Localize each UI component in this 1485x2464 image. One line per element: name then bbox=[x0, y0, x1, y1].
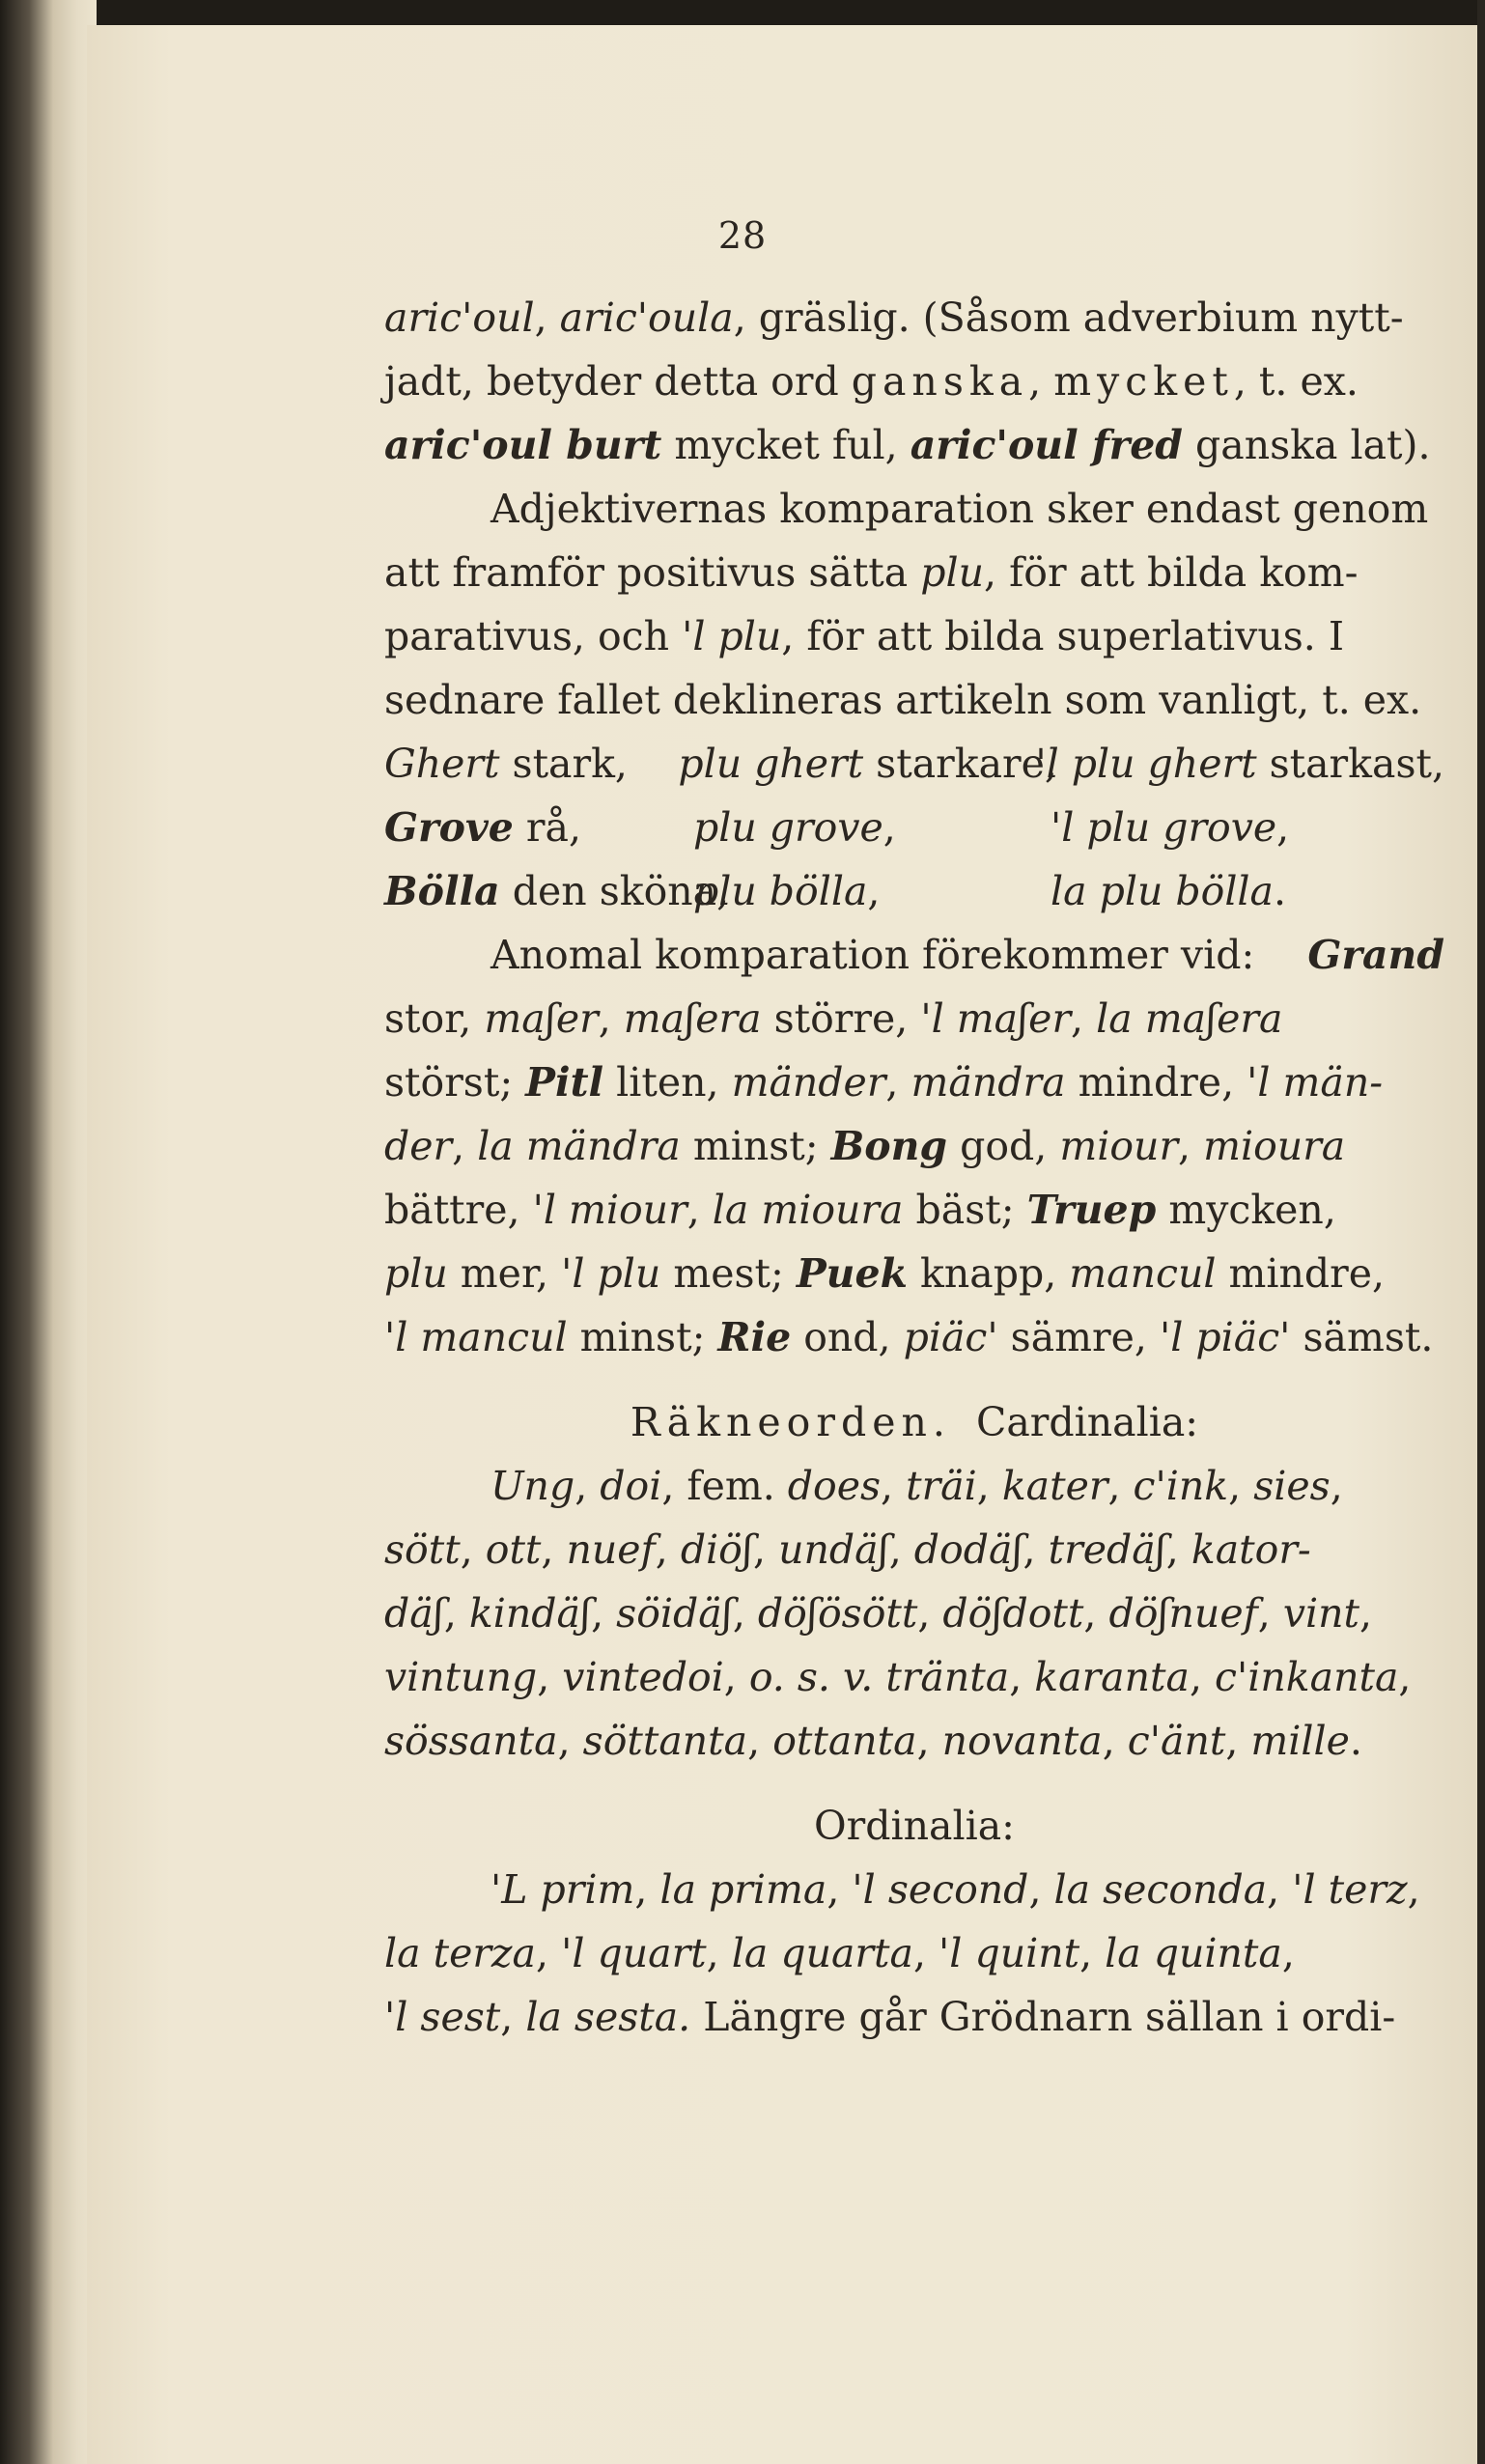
body-text bbox=[384, 286, 1444, 2049]
text-line: der, la mändra minst; Bong god, miour, mioura bbox=[384, 1123, 1346, 1169]
top-border bbox=[0, 0, 1485, 25]
text-line: 'L prim, la prima, 'l second, la seconda, 'l terz, bbox=[490, 1866, 1420, 1913]
right-border bbox=[1477, 0, 1485, 2464]
section-heading: Ordinalia: bbox=[814, 1803, 1015, 1849]
text-line: vintung, vintedoi, o. s. v. tränta, karanta, c'inkanta, bbox=[384, 1654, 1412, 1700]
text-line: störst; Pitl liten, mänder, mändra mindre, 'l män- bbox=[384, 1059, 1384, 1106]
text-line: la terza, 'l quart, la quarta, 'l quint, la quinta, bbox=[384, 1930, 1295, 1976]
text-line: aric'oul burt mycket ful, aric'oul fred ganska lat). bbox=[384, 422, 1431, 468]
text-line: stor, maʃer, maʃera större, 'l maʃer, la maʃera bbox=[384, 995, 1283, 1042]
section-heading: Räkneorden. Cardinalia: bbox=[630, 1399, 1199, 1445]
comparison-row: Ghert stark, plu ghert starkare, 'l plu ghert starkast, bbox=[384, 741, 1444, 787]
text-line: 'l sest, la sesta. Längre går Grödnarn sällan i ordi- bbox=[384, 1994, 1396, 2040]
text-line: sednare fallet deklineras artikeln som vanligt, t. ex. bbox=[384, 677, 1422, 723]
text-line: parativus, och 'l plu, för att bilda superlativus. I bbox=[384, 613, 1345, 659]
text-line: däʃ, kindäʃ, söidäʃ, döʃösött, döʃdott, döʃnuef, vint, bbox=[384, 1590, 1373, 1637]
text-line: plu mer, 'l plu mest; Puek knapp, mancul mindre, bbox=[384, 1250, 1386, 1297]
text-line: aric'oul, aric'oula, gräslig. (Såsom adverbium nytt- bbox=[384, 294, 1404, 341]
text-line: sössanta, söttanta, ottanta, novanta, c'änt, mille. bbox=[384, 1718, 1362, 1764]
text-line: att framför positivus sätta plu, för att bilda kom- bbox=[384, 549, 1359, 596]
text-line: Adjektivernas komparation sker endast genom bbox=[490, 486, 1429, 532]
comparison-row: Bölla den sköna, plu bölla, la plu bölla. bbox=[384, 868, 1287, 914]
comparison-row: Grove rå, plu grove, 'l plu grove, bbox=[384, 804, 1290, 851]
text-line: Anomal komparation förekommer vid: Grand bbox=[490, 932, 1444, 978]
text-line: Ung, doi, fem. does, träi, kater, c'ink, sies, bbox=[490, 1463, 1343, 1509]
text-line: jadt, betyder detta ord ganska, mycket, t. ex. bbox=[384, 358, 1359, 405]
book-spine bbox=[0, 0, 97, 2464]
page-number: 28 bbox=[717, 214, 768, 257]
text-line: 'l mancul minst; Rie ond, piäc' sämre, 'l piäc' sämst. bbox=[384, 1314, 1434, 1360]
text-line: bättre, 'l miour, la mioura bäst; Truep mycken, bbox=[384, 1187, 1336, 1233]
text-line: sött, ott, nuef, diöʃ, undäʃ, dodäʃ, tredäʃ, kator- bbox=[384, 1526, 1311, 1573]
